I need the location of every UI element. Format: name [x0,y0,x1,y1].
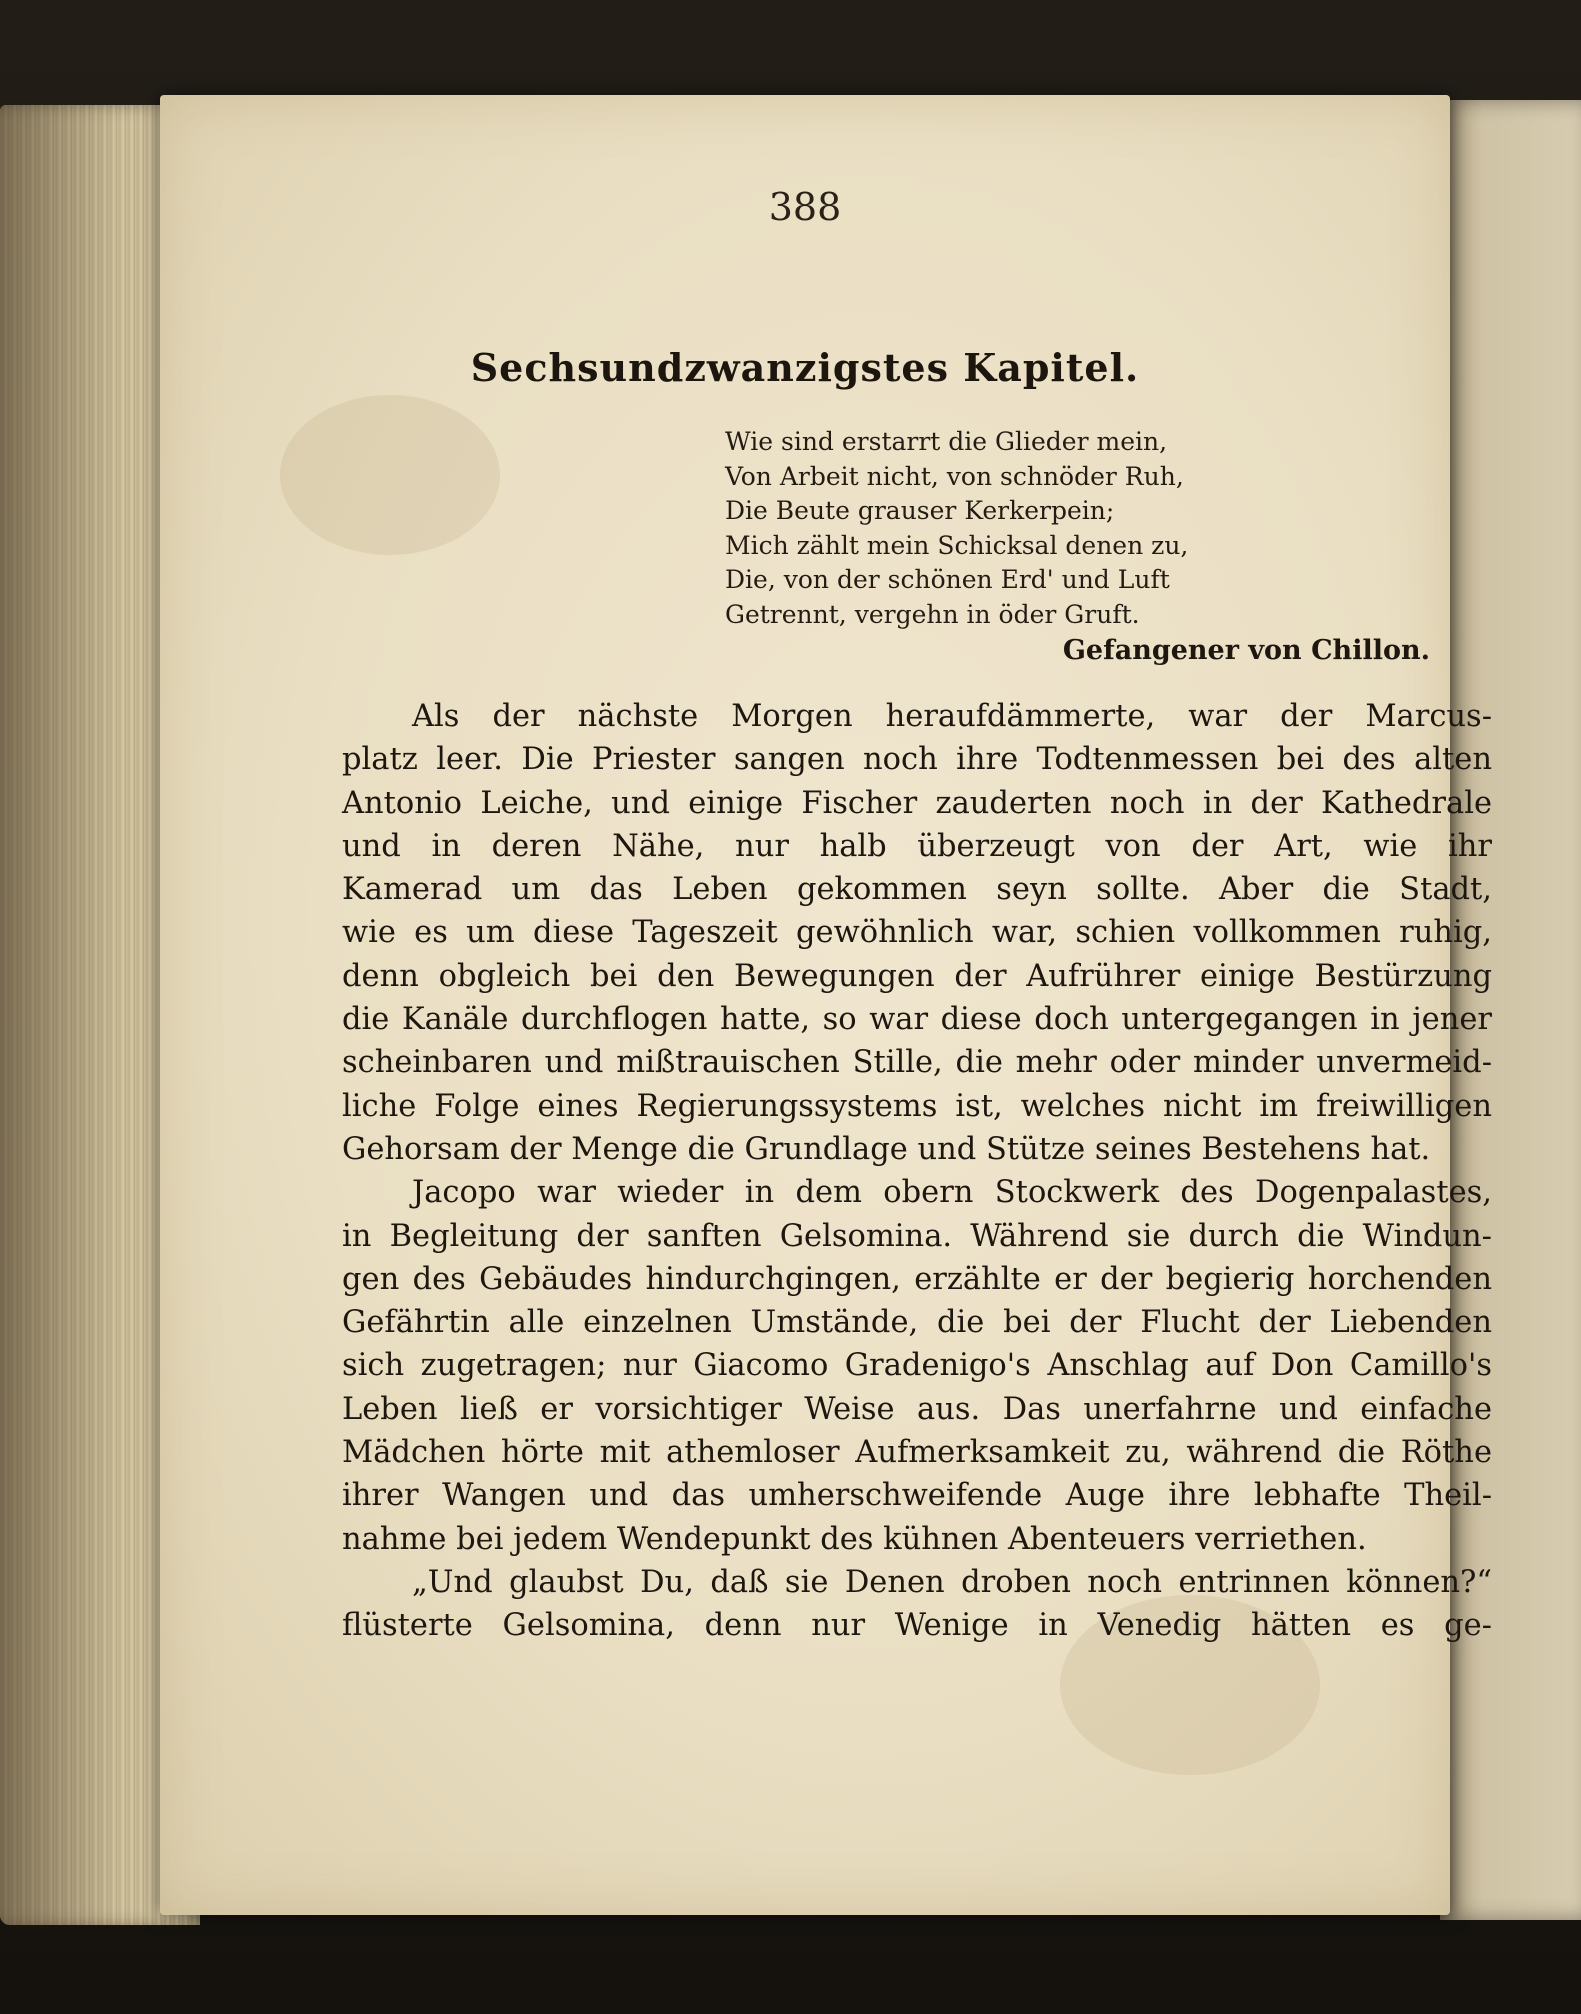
epigraph-line: Von Arbeit nicht, von schnöder Ruh, [725,461,1184,491]
body-line: Gefährtin alle einzelnen Umstände, die bei der Flucht der Liebenden [342,1305,1492,1341]
body-line: platz leer. Die Priester sangen noch ihre Todtenmessen bei des alten [342,742,1492,778]
epigraph-line: Wie sind erstarrt die Glieder mein, [725,427,1168,456]
body-line: nahme bei jedem Wendepunkt des kühnen Abenteuers verriethen. [342,1521,1367,1557]
book-page [160,95,1492,1915]
body-line: sich zugetragen; nur Giacomo Gradenigo's Anschlag auf Don Camillo's [342,1348,1492,1384]
epigraph [725,425,1365,632]
page-number: 388 [768,185,842,229]
body-line: denn obgleich bei den Bewegungen der Aufrührer einige Bestürzung [342,958,1492,994]
body-line: flüsterte Gelsomina, denn nur Wenige in Venedig hätten es ge- [342,1608,1492,1644]
body-line: ihrer Wangen und das umherschweifende Auge ihre lebhafte Theil- [342,1478,1492,1514]
chapter-heading: Sechsundzwanzigstes Kapitel. [470,345,1140,390]
body-line: „Und glaubst Du, daß sie Denen droben noch entrinnen können?“ [412,1564,1492,1600]
body-line: in Begleitung der sanften Gelsomina. Während sie durch die Windun- [342,1218,1492,1254]
epigraph-line: Die, von der schönen Erd' und Luft [725,565,1170,594]
body-line: die Kanäle durchflogen hatte, so war diese doch untergegangen in jener [342,1002,1492,1038]
epigraph-source: Gefangener von Chillon. [1062,635,1430,666]
body-line: gen des Gebäudes hindurchgingen, erzählte er der begierig horchenden [342,1261,1492,1297]
epigraph-line: Die Beute grauser Kerkerpein; [725,496,1115,525]
body-line: Kamerad um das Leben gekommen seyn sollte. Aber die Stadt, [342,872,1492,908]
paper-stain [280,395,500,555]
body-line: Als der nächste Morgen heraufdämmerte, war der Marcus- [412,699,1492,734]
body-line: Leben ließ er vorsichtiger Weise aus. Das unerfahrne und einfache [342,1391,1492,1427]
body-line: Antonio Leiche, und einige Fischer zauderten noch in der Kathedrale [342,785,1492,821]
body-line: Mädchen hörte mit athemloser Aufmerksamkeit zu, während die Röthe [342,1435,1492,1471]
body-line: Gehorsam der Menge die Grundlage und Stütze seines Bestehens hat. [342,1131,1431,1167]
body-text [342,695,1492,1648]
body-line: scheinbaren und mißtrauischen Stille, die mehr oder minder unvermeid- [342,1045,1492,1081]
epigraph-line: Getrennt, vergehn in öder Gruft. [725,599,1140,629]
body-line: und in deren Nähe, nur halb überzeugt von der Art, wie ihr [342,828,1492,864]
epigraph-line: Mich zählt mein Schicksal denen zu, [725,530,1189,560]
body-line: liche Folge eines Regierungssystems ist, welches nicht im freiwilligen [342,1088,1492,1124]
body-line: Jacopo war wieder in dem obern Stockwerk des Dogenpalastes, [412,1175,1492,1211]
body-line: wie es um diese Tageszeit gewöhnlich war, schien vollkommen ruhig, [342,915,1492,951]
